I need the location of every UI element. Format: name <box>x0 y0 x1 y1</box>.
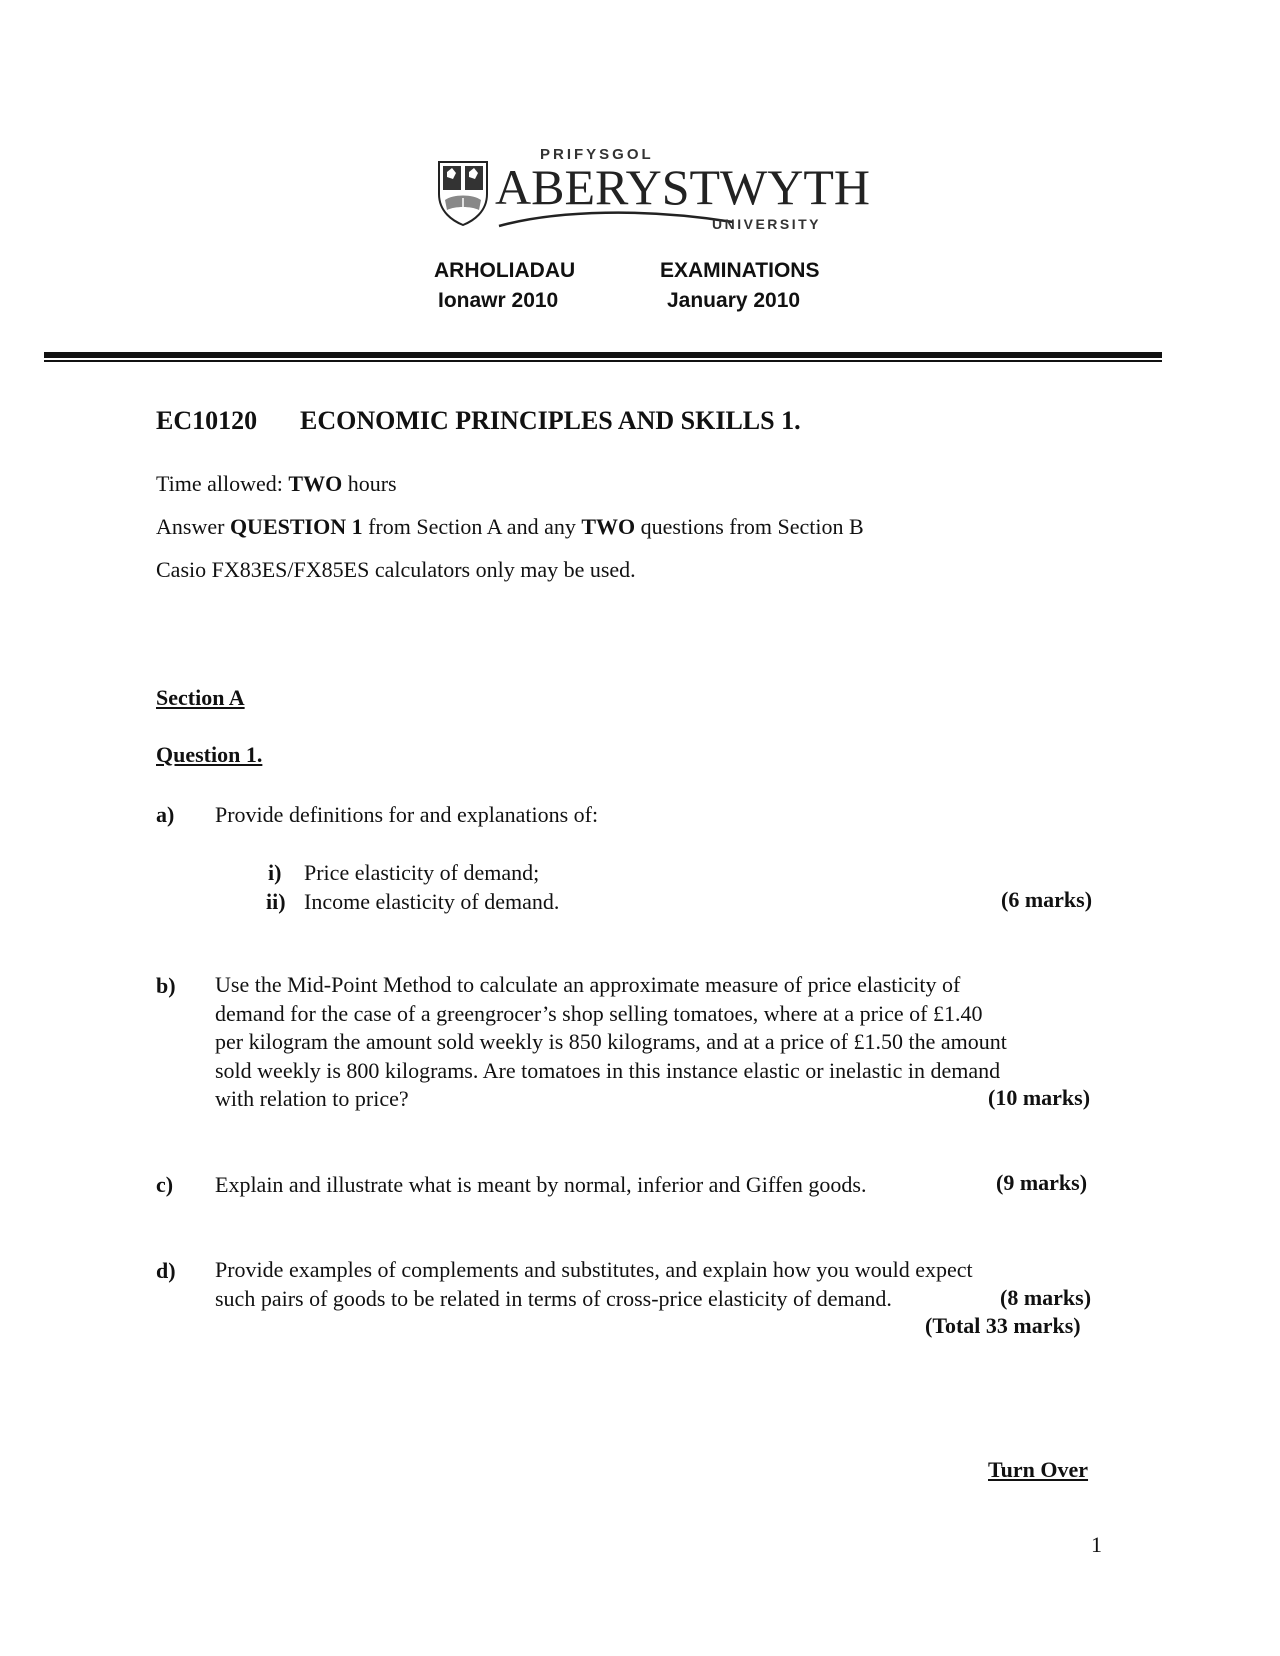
part-a-label: a) <box>156 802 175 827</box>
part-d-line: such pairs of goods to be related in terms of cross-price elasticity of demand. <box>215 1285 892 1311</box>
part-d-line: Provide examples of complements and substitutes, and explain how you would expect <box>215 1257 973 1282</box>
part-a-text: Provide definitions for and explanations of: <box>215 802 599 827</box>
part-b-line: sold weekly is 800 kilograms. Are tomatoes in this instance elastic or inelastic in demand <box>215 1057 1001 1083</box>
part-c-text: Explain and illustrate what is meant by normal, inferior and Giffen goods. <box>215 1172 867 1197</box>
part-d-label: d) <box>156 1258 176 1283</box>
part-b-label: b) <box>156 973 176 998</box>
part-b-marks: (10 marks) <box>988 1085 1091 1110</box>
part-b-line: per kilogram the amount sold weekly is 850 kilograms, and at a price of £1.50 the amount <box>215 1029 1007 1054</box>
part-a-marks: (6 marks) <box>1001 887 1093 912</box>
english-title: EXAMINATIONS <box>660 259 820 282</box>
item-i-text: Price elasticity of demand; <box>304 860 540 885</box>
header-rule-thick <box>44 352 1162 358</box>
welsh-date: Ionawr 2010 <box>438 289 559 312</box>
english-date: January 2010 <box>667 289 801 312</box>
turn-over: Turn Over <box>988 1457 1089 1482</box>
part-d-text <box>215 1256 1131 1313</box>
part-b-line: with relation to price? <box>215 1086 409 1111</box>
university-logo <box>437 146 870 236</box>
logo-main-text: ABERYSTWYTH <box>495 159 870 215</box>
exam-title: ECONOMIC PRINCIPLES AND SKILLS 1. <box>300 406 801 435</box>
item-ii-label: ii) <box>266 889 286 914</box>
logo-top-text: PRIFYSGOL <box>540 146 654 163</box>
header-rule-thin <box>44 360 1162 362</box>
calculator-instruction: Casio FX83ES/FX85ES calculators only may be used. <box>156 557 636 582</box>
time-allowed: Time allowed: TWO hours <box>156 471 397 496</box>
part-b-line: demand for the case of a greengrocer’s shop selling tomatoes, where at a price of £1.40 <box>215 1000 983 1026</box>
total-marks: (Total 33 marks) <box>925 1313 1081 1338</box>
question-heading: Question 1. <box>156 742 263 767</box>
item-i-label: i) <box>268 860 282 885</box>
welsh-title: ARHOLIADAU <box>434 259 576 282</box>
logo-bottom-text: UNIVERSITY <box>712 216 822 232</box>
exam-code: EC10120 <box>156 406 258 435</box>
part-d-marks: (8 marks) <box>1000 1285 1092 1310</box>
page-number: 1 <box>1091 1532 1102 1557</box>
part-b-line: Use the Mid-Point Method to calculate an approximate measure of price elasticity of <box>215 972 961 997</box>
answer-instruction: Answer QUESTION 1 from Section A and any TWO questions from Section B <box>156 514 864 539</box>
part-c-label: c) <box>156 1172 174 1197</box>
item-ii-text: Income elasticity of demand. <box>304 889 560 914</box>
logo-swoosh-icon <box>497 208 737 230</box>
crest-icon <box>437 160 489 226</box>
part-c-marks: (9 marks) <box>996 1170 1088 1195</box>
section-heading: Section A <box>156 685 245 710</box>
